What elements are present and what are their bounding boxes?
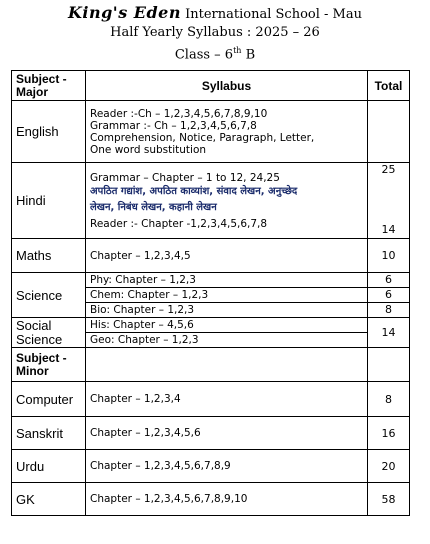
table-row-maths [12, 239, 410, 273]
syllabus-english: Reader :-Ch – 1,2,3,4,5,6,7,8,9,10 Grammar :- Ch – 1,2,3,4,5,6,7,8 Comprehension, Notice, Paragraph, Letter, One word substitution [86, 101, 368, 163]
syllabus-header: Syllabus [86, 71, 368, 101]
total-social-science: 14 [368, 318, 410, 348]
table-row-computer: Computer Chapter – 1,2,3,4 8 [12, 382, 410, 417]
table-row-social-science [12, 318, 410, 348]
syllabus-page [0, 4, 430, 544]
subject-hindi: Hindi [12, 163, 86, 239]
table-row-science [12, 273, 410, 318]
school-name [0, 4, 430, 23]
table-row-english [12, 101, 410, 163]
table-header-row [12, 71, 410, 101]
class-title: Class – 6th B [174, 46, 256, 63]
total-science: 6 6 8 [368, 273, 410, 318]
table-row-gk: GK Chapter – 1,2,3,4,5,6,7,8,9,10 58 [12, 483, 410, 516]
syllabus-social-science: His: Chapter – 4,5,6 Geo: Chapter – 1,2,3 [86, 318, 368, 348]
syllabus-science: Phy: Chapter – 1,2,3 Chem: Chapter – 1,2,3 Bio: Chapter – 1,2,3 [86, 273, 368, 318]
school-brand: King's Eden [68, 3, 181, 22]
subject-minor-header: Subject - Minor [12, 348, 86, 382]
syllabus-table [11, 70, 410, 516]
table-row-sanskrit: Sanskrit Chapter – 1,2,3,4,5,6 16 [12, 417, 410, 450]
syllabus-hindi: Grammar – Chapter – 1 to 12, 24,25 अपठित गद्यांश, अपठित काव्यांश, संवाद लेखन, अनुच्छेद लेखन, निबंध लेखन, कहानी लेखन Reader :- Chapter -1,2,3,4,5,6,7,8 [86, 163, 368, 239]
exam-title: Half Yearly Syllabus : 2025 – 26 [110, 25, 320, 40]
subject-english: English [12, 101, 86, 163]
subject-science: Science [12, 273, 86, 318]
school-name-rest: International School - Mau [185, 7, 362, 22]
table-row-urdu: Urdu Chapter – 1,2,3,4,5,6,7,8,9 20 [12, 450, 410, 483]
subject-major-header: Subject - Major [12, 71, 86, 101]
subject-maths: Maths [12, 239, 86, 273]
syllabus-maths: Chapter – 1,2,3,4,5 [86, 239, 368, 273]
minor-header-row [12, 348, 410, 382]
total-maths: 10 [368, 239, 410, 273]
subject-social-science: Social Science [12, 318, 86, 348]
total-hindi: 25 14 [368, 163, 410, 239]
total-header: Total [368, 71, 410, 101]
total-english [368, 101, 410, 163]
table-row-hindi [12, 163, 410, 239]
